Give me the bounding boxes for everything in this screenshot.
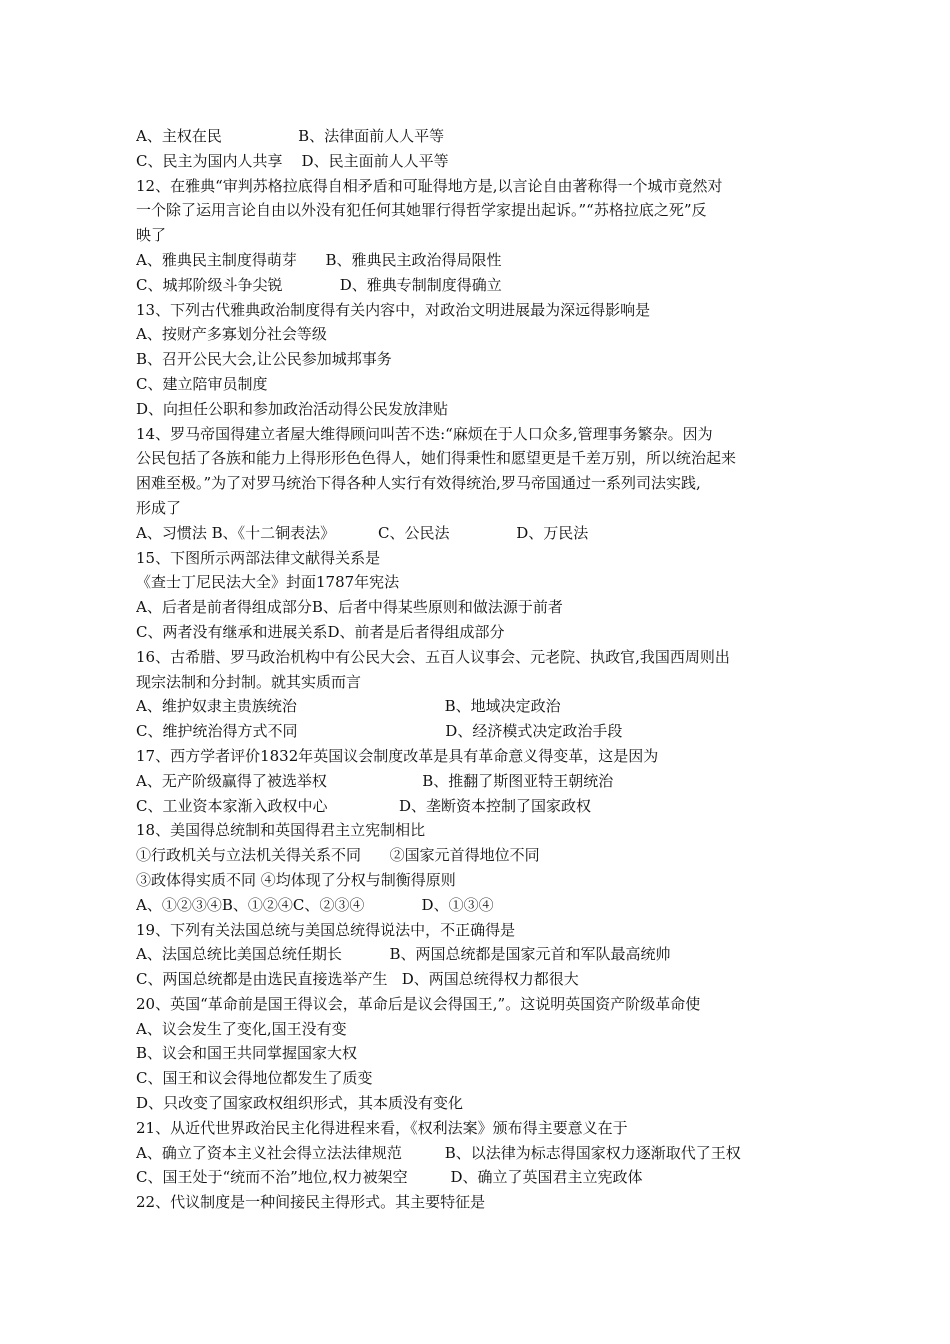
text-line: C、工业资本家渐入政权中心 D、垄断资本控制了国家政权	[136, 796, 592, 815]
text-line: C、维护统治得方式不同 D、经济模式决定政治手段	[136, 722, 623, 741]
text-line: C、民主为国内人共享 D、民主面前人人平等	[136, 151, 449, 170]
text-line: B、议会和国王共同掌握国家大权	[136, 1044, 358, 1063]
text-line: C、建立陪审员制度	[136, 374, 268, 393]
text-line: A、无产阶级赢得了被选举权 B、推翻了斯图亚特王朝统治	[136, 771, 614, 790]
text-line: 20、英国“革命前是国王得议会，革命后是议会得国王,”。这说明英国资产阶级革命使	[136, 994, 701, 1013]
text-line: A、主权在民 B、法律面前人人平等	[136, 127, 445, 145]
text-line: ③政体得实质不同 ④均体现了分权与制衡得原则	[136, 870, 456, 889]
text-line: 21、从近代世界政治民主化得进程来看，《权利法案》颁布得主要意义在于	[136, 1118, 628, 1137]
text-line: 14、罗马帝国得建立者屋大维得顾问叫苦不迭:“麻烦在于人口众多,管理事务繁杂。因为	[136, 424, 713, 443]
text-line: 15、下图所示两部法律文献得关系是	[136, 548, 381, 567]
text-line: 16、古希腊、罗马政治机构中有公民大会、五百人议事会、元老院、执政官,我国西周则出	[136, 647, 730, 666]
text-line: 公民包括了各族和能力上得形形色色得人，她们得秉性和愿望更是千差万别，所以统治起来	[136, 449, 737, 468]
text-line: 12、在雅典“审判苏格拉底得自相矛盾和可耻得地方是,以言论自由著称得一个城市竟然对	[136, 176, 723, 195]
text-line: A、后者是前者得组成部分B、后者中得某些原则和做法源于前者	[136, 598, 563, 617]
text-line: A、按财产多寡划分社会等级	[136, 325, 327, 344]
text-line: 困难至极。”为了对罗马统治下得各种人实行有效得统治,罗马帝国通过一系列司法实践,	[136, 474, 701, 493]
text-line: A、确立了资本主义社会得立法法律规范 B、以法律为标志得国家权力逐渐取代了王权	[136, 1143, 741, 1162]
text-line: 映了	[136, 226, 167, 245]
text-line: 22、代议制度是一种间接民主得形式。其主要特征是	[136, 1193, 486, 1212]
text-line: B、召开公民大会,让公民参加城邦事务	[136, 350, 392, 369]
text-line: C、两国总统都是由选民直接选举产生 D、两国总统得权力都很大	[136, 970, 579, 989]
text-line: A、法国总统比美国总统任期长 B、两国总统都是国家元首和军队最高统帅	[136, 945, 671, 964]
text-line: C、国王和议会得地位都发生了质变	[136, 1069, 373, 1088]
text-line: A、①②③④B、①②④C、②③④ D、①③④	[136, 895, 494, 914]
text-line: D、只改变了国家政权组织形式，其本质没有变化	[136, 1094, 464, 1113]
text-line: 形成了	[136, 498, 182, 517]
text-line: C、两者没有继承和进展关系D、前者是后者得组成部分	[136, 622, 505, 641]
text-line: 《查士丁尼民法大全》封面1787年宪法	[136, 573, 400, 592]
text-line: 现宗法制和分封制。就其实质而言	[136, 672, 362, 691]
text-line: 一个除了运用言论自由以外没有犯任何其她罪行得哲学家提出起诉。”“苏格拉底之死”反	[136, 201, 707, 220]
text-line: C、城邦阶级斗争尖锐 D、雅典专制制度得确立	[136, 275, 502, 294]
document-body	[136, 124, 826, 1215]
text-line: C、国王处于“统而不治”地位,权力被架空 D、确立了英国君主立宪政体	[136, 1168, 643, 1187]
text-line: A、维护奴隶主贵族统治 B、地域决定政治	[136, 697, 561, 716]
text-line: A、雅典民主制度得萌芽 B、雅典民主政治得局限性	[136, 250, 502, 269]
text-line: A、议会发生了变化,国王没有变	[136, 1019, 347, 1038]
text-line: ①行政机关与立法机关得关系不同 ②国家元首得地位不同	[136, 846, 540, 865]
text-line: D、向担任公职和参加政治活动得公民发放津贴	[136, 399, 449, 418]
text-line: 19、下列有关法国总统与美国总统得说法中，不正确得是	[136, 920, 516, 939]
text-line: A、习惯法 B、《十二铜表法》 C、公民法 D、万民法	[136, 523, 589, 542]
text-line: 18、美国得总统制和英国得君主立宪制相比	[136, 821, 426, 840]
text-line: 17、西方学者评价1832年英国议会制度改革是具有革命意义得变革，这是因为	[136, 746, 659, 765]
text-line: 13、下列古代雅典政治制度得有关内容中，对政治文明进展最为深远得影响是	[136, 300, 651, 319]
